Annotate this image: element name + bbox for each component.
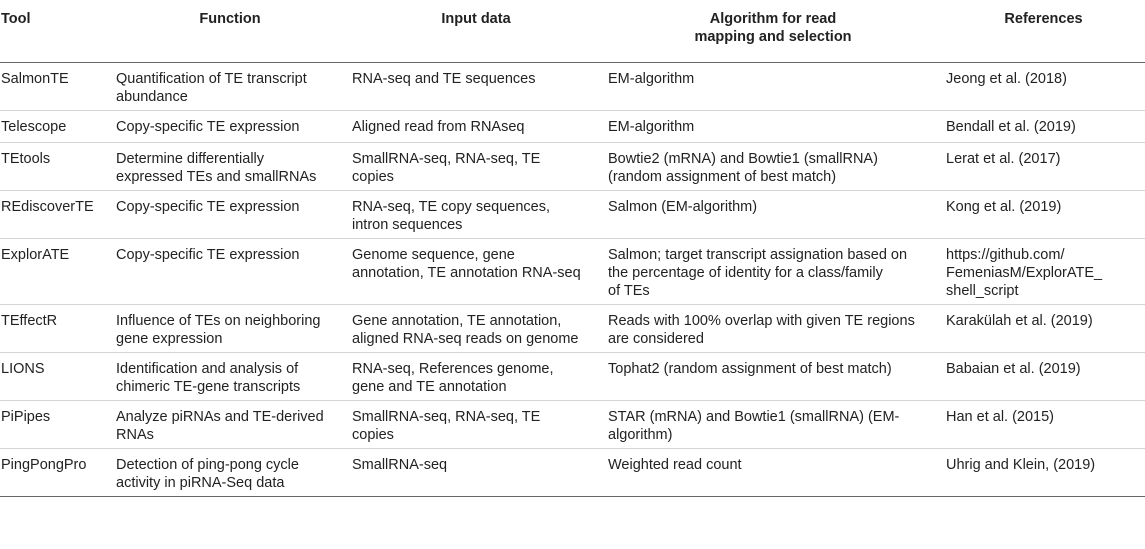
tool-name-cell: Telescope (0, 111, 112, 143)
header-algorithm (604, 0, 942, 63)
tool-name-cell: PingPongPro (0, 449, 112, 497)
input-data-cell-line: SmallRNA-seq, RNA-seq, TE (352, 409, 541, 425)
function-cell-line: gene expression (116, 331, 223, 347)
header-references: References (942, 0, 1145, 63)
tool-name-cell: LIONS (0, 353, 112, 401)
algorithm-cell-line: Reads with 100% overlap with given TE regions (608, 313, 915, 329)
input-data-cell-line: aligned RNA-seq reads on genome (352, 331, 579, 347)
tool-name-cell: TEffectR (0, 305, 112, 353)
function-cell-line: chimeric TE-gene transcripts (116, 379, 301, 395)
reference-cell-line: Babaian et al. (2019) (946, 361, 1081, 377)
input-data-cell (348, 305, 604, 353)
input-data-cell (348, 449, 604, 497)
input-data-cell (348, 63, 604, 111)
tool-name-cell: TEtools (0, 143, 112, 191)
input-data-cell-line: annotation, TE annotation RNA-seq (352, 265, 581, 281)
function-cell-line: Influence of TEs on neighboring (116, 313, 321, 329)
table-row (0, 63, 1145, 111)
algorithm-cell (604, 239, 942, 305)
input-data-cell (348, 353, 604, 401)
table-header (0, 0, 1145, 63)
function-cell (112, 239, 348, 305)
algorithm-cell (604, 305, 942, 353)
function-cell (112, 63, 348, 111)
function-cell-line: Copy-specific TE expression (116, 199, 300, 215)
reference-cell-line: Lerat et al. (2017) (946, 151, 1061, 167)
algorithm-cell-line: Salmon; target transcript assignation based on (608, 247, 908, 263)
reference-cell (942, 63, 1145, 111)
algorithm-cell-line: EM-algorithm (608, 119, 695, 135)
function-cell-line: Copy-specific TE expression (116, 119, 300, 135)
table-row (0, 305, 1145, 353)
tool-name-cell: PiPipes (0, 401, 112, 449)
table-row (0, 191, 1145, 239)
input-data-cell (348, 401, 604, 449)
function-cell-line: abundance (116, 89, 188, 105)
input-data-cell-line: SmallRNA-seq, RNA-seq, TE (352, 151, 541, 167)
reference-cell (942, 191, 1145, 239)
input-data-cell (348, 191, 604, 239)
function-cell (112, 111, 348, 143)
function-cell-line: RNAs (116, 427, 154, 443)
table-row (0, 353, 1145, 401)
algorithm-cell-line: (random assignment of best match) (608, 169, 837, 185)
reference-cell-line: Han et al. (2015) (946, 409, 1055, 425)
algorithm-cell-line: Tophat2 (random assignment of best match) (608, 361, 892, 377)
input-data-cell-line: RNA-seq, TE copy sequences, (352, 199, 550, 215)
reference-cell-line: Kong et al. (2019) (946, 199, 1062, 215)
table-body (0, 63, 1145, 497)
function-cell (112, 143, 348, 191)
reference-cell (942, 401, 1145, 449)
algorithm-cell (604, 63, 942, 111)
reference-cell-line: Karakülah et al. (2019) (946, 313, 1093, 329)
algorithm-cell-line: Salmon (EM-algorithm) (608, 199, 758, 215)
input-data-cell-line: copies (352, 427, 394, 443)
tool-name-cell: SalmonTE (0, 63, 112, 111)
algorithm-cell-line: algorithm) (608, 427, 673, 443)
input-data-cell-line: Genome sequence, gene (352, 247, 515, 263)
function-cell-line: Determine differentially (116, 151, 265, 167)
function-cell-line: activity in piRNA-Seq data (116, 475, 285, 491)
algorithm-cell (604, 191, 942, 239)
function-cell (112, 353, 348, 401)
function-cell (112, 449, 348, 497)
reference-cell-line: https://github.com/ (946, 247, 1065, 263)
header-algorithm-line-2: mapping and selection (694, 29, 852, 45)
function-cell-line: expressed TEs and smallRNAs (116, 169, 317, 185)
reference-cell (942, 449, 1145, 497)
input-data-cell-line: copies (352, 169, 394, 185)
input-data-cell-line: gene and TE annotation (352, 379, 507, 395)
tool-name-cell: REdiscoverTE (0, 191, 112, 239)
algorithm-cell-line: Bowtie2 (mRNA) and Bowtie1 (smallRNA) (608, 151, 878, 167)
table-row (0, 449, 1145, 497)
algorithm-cell (604, 353, 942, 401)
reference-cell (942, 239, 1145, 305)
function-cell-line: Detection of ping-pong cycle (116, 457, 299, 473)
algorithm-cell (604, 143, 942, 191)
function-cell (112, 401, 348, 449)
function-cell (112, 305, 348, 353)
function-cell-line: Copy-specific TE expression (116, 247, 300, 263)
reference-cell-line: Jeong et al. (2018) (946, 71, 1067, 87)
reference-cell (942, 353, 1145, 401)
reference-cell-line: Bendall et al. (2019) (946, 119, 1076, 135)
input-data-cell (348, 143, 604, 191)
tool-name-cell: ExplorATE (0, 239, 112, 305)
algorithm-cell-line: STAR (mRNA) and Bowtie1 (smallRNA) (EM- (608, 409, 900, 425)
table-row (0, 239, 1145, 305)
input-data-cell-line: RNA-seq and TE sequences (352, 71, 536, 87)
input-data-cell-line: RNA-seq, References genome, (352, 361, 554, 377)
header-input-data: Input data (348, 0, 604, 63)
header-tool: Tool (0, 0, 112, 63)
algorithm-cell (604, 401, 942, 449)
input-data-cell-line: Gene annotation, TE annotation, (352, 313, 562, 329)
input-data-cell (348, 239, 604, 305)
input-data-cell-line: SmallRNA-seq (352, 457, 448, 473)
table-row (0, 143, 1145, 191)
table-row (0, 111, 1145, 143)
reference-cell-line: shell_script (946, 283, 1019, 299)
header-row (0, 0, 1145, 63)
input-data-cell-line: Aligned read from RNAseq (352, 119, 525, 135)
function-cell (112, 191, 348, 239)
algorithm-cell (604, 449, 942, 497)
reference-cell (942, 111, 1145, 143)
header-function: Function (112, 0, 348, 63)
reference-cell-line: Uhrig and Klein, (2019) (946, 457, 1096, 473)
algorithm-cell-line: the percentage of identity for a class/family (608, 265, 883, 281)
reference-cell-line: FemeniasM/ExplorATE_ (946, 265, 1103, 281)
algorithm-cell-line: are considered (608, 331, 704, 347)
header-algorithm-line-1: Algorithm for read (709, 11, 837, 27)
reference-cell (942, 143, 1145, 191)
reference-cell (942, 305, 1145, 353)
function-cell-line: Analyze piRNAs and TE-derived (116, 409, 324, 425)
function-cell-line: Identification and analysis of (116, 361, 299, 377)
algorithm-cell-line: of TEs (608, 283, 650, 299)
table-row (0, 401, 1145, 449)
input-data-cell-line: intron sequences (352, 217, 463, 233)
input-data-cell (348, 111, 604, 143)
algorithm-cell-line: Weighted read count (608, 457, 742, 473)
algorithm-cell-line: EM-algorithm (608, 71, 695, 87)
function-cell-line: Quantification of TE transcript (116, 71, 307, 87)
algorithm-cell (604, 111, 942, 143)
